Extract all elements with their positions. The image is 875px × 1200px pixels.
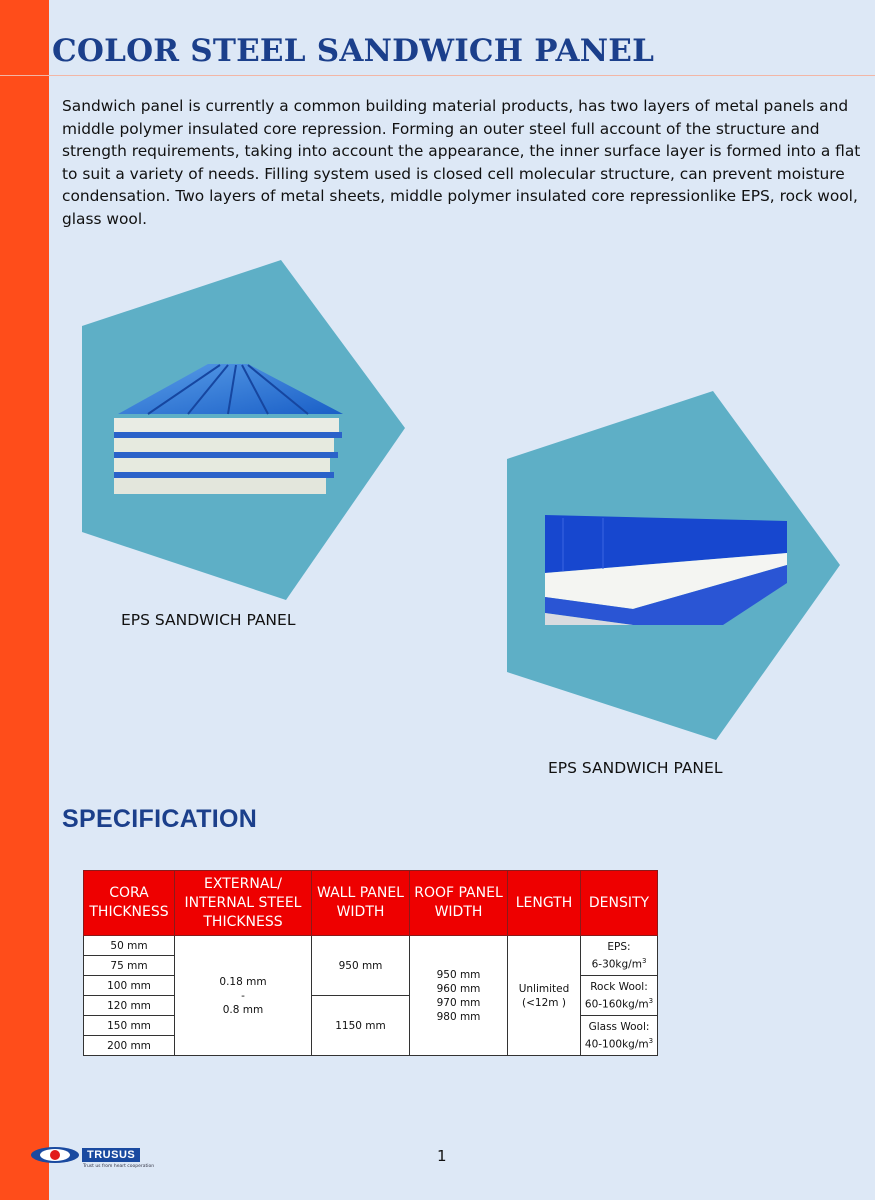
eps-flat-panel-image	[543, 513, 789, 626]
density-value: $6-30kg/m^3$	[591, 956, 647, 971]
header-cora-thickness: CORA THICKNESS	[84, 871, 175, 936]
table-header-row	[84, 871, 658, 936]
caption-right: EPS SANDWICH PANEL	[548, 759, 723, 777]
thickness-cell: 200 mm	[84, 1036, 175, 1056]
thickness-cell: 120 mm	[84, 996, 175, 1016]
intro-paragraph: Sandwich panel is currently a common building material products, has two layers of metal panels and middle polymer insulated core repression. Forming an outer steel full account of the structure and strength requirements, taking into account the appearance, the inner surface layer is formed into a flat to suit a variety of needs. Filling system used is closed cell molecular structure, can prevent moisture condensation. Two layers of metal sheets, middle polymer insulated core repressionlike EPS, rock wool, glass wool.	[62, 97, 861, 228]
density-cell-glass-wool	[581, 1016, 658, 1056]
roof-value: 960 mm	[436, 982, 481, 995]
steel-value: 0.18 mm	[219, 975, 267, 988]
table-row	[84, 936, 658, 956]
density-value: $40-100kg/m^3$	[584, 1036, 654, 1051]
length-note: (<12m )	[522, 996, 566, 1009]
eps-panel-stack-image	[108, 362, 350, 500]
thickness-cell: 100 mm	[84, 976, 175, 996]
steel-thickness-cell	[175, 936, 312, 1056]
logo-emblem-icon	[30, 1144, 82, 1168]
caption-left: EPS SANDWICH PANEL	[121, 611, 296, 629]
density-cell-rock-wool	[581, 976, 658, 1016]
header-wall-width: WALL PANEL WIDTH	[312, 871, 410, 936]
wall-width-cell: 1150 mm	[312, 996, 410, 1056]
specification-heading: SPECIFICATION	[62, 805, 258, 833]
header-roof-width: ROOF PANEL WIDTH	[410, 871, 508, 936]
steel-value: 0.8 mm	[222, 1003, 264, 1016]
specification-table	[83, 870, 658, 1056]
logo-brand: TRUSUS	[82, 1148, 140, 1162]
header-steel-thickness: EXTERNAL/ INTERNAL STEEL THICKNESS	[175, 871, 312, 936]
density-name: Rock Wool:	[590, 980, 648, 993]
density-cell-eps	[581, 936, 658, 976]
page-title: COLOR STEEL SANDWICH PANEL	[52, 33, 655, 69]
page-number: 1	[437, 1147, 447, 1165]
length-value: Unlimited	[518, 982, 570, 995]
roof-width-cell	[410, 936, 508, 1056]
density-value: $60-160kg/m^3$	[584, 996, 654, 1011]
thickness-cell: 150 mm	[84, 1016, 175, 1036]
length-cell	[508, 936, 581, 1056]
thickness-cell: 50 mm	[84, 936, 175, 956]
steel-value: -	[241, 989, 245, 1002]
roof-value: 950 mm	[436, 968, 481, 981]
logo-tagline: Trust us from heart cooperation	[83, 1164, 155, 1169]
density-name: Glass Wool:	[588, 1020, 650, 1033]
density-name: EPS:	[607, 940, 631, 953]
roof-value: 970 mm	[436, 996, 481, 1009]
wall-width-cell: 950 mm	[312, 936, 410, 996]
trusus-logo	[30, 1144, 160, 1174]
roof-value: 980 mm	[436, 1010, 481, 1023]
header-density: DENSITY	[581, 871, 658, 936]
thickness-cell: 75 mm	[84, 956, 175, 976]
header-length: LENGTH	[508, 871, 581, 936]
